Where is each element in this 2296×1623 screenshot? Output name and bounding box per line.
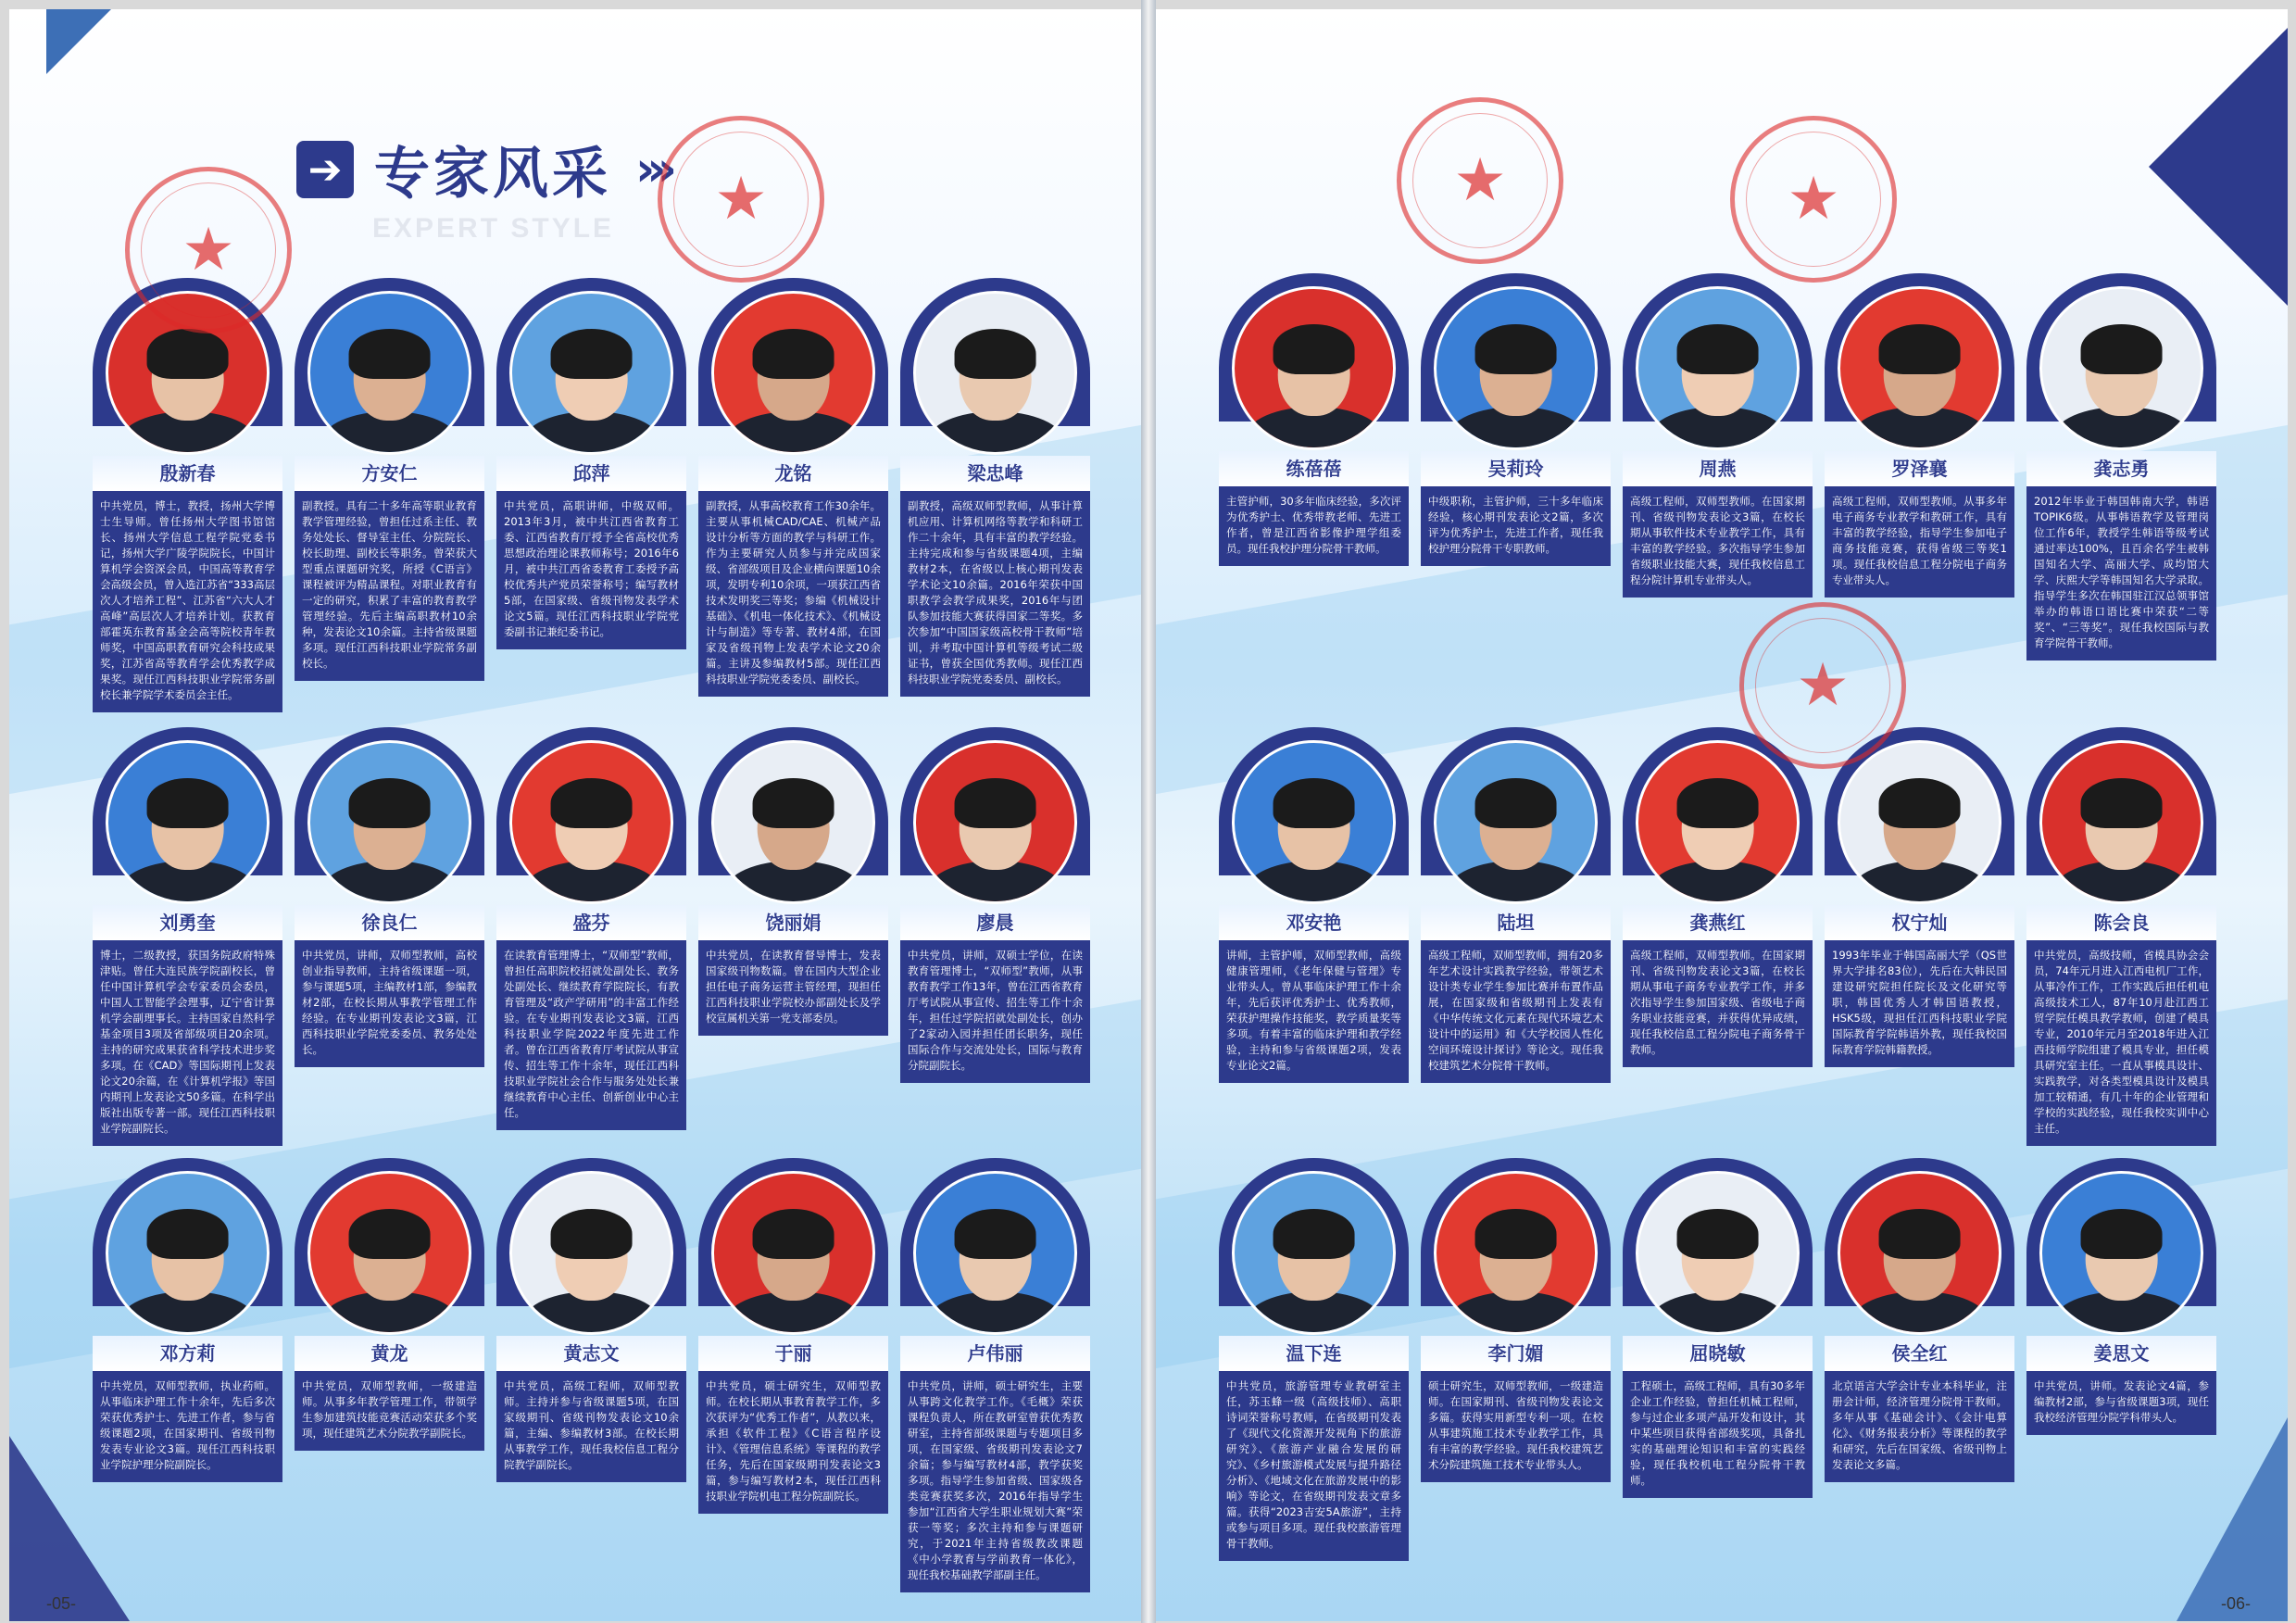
portrait-photo xyxy=(106,740,270,904)
expert-name: 权宁灿 xyxy=(1891,912,1948,934)
expert-bio: 2012年毕业于韩国韩南大学，韩语TOPIK6级。从事韩语教学及管理岗位工作6年，教授学生韩语等级考试通过率达100%，且百余名学生被韩国知名大学、高丽大学、成均馆大学、庆熙大学等韩国知名大学录取。指导学生多次在韩国驻江汉总领事馆举办的韩语口语比赛中荣获“二等奖”、“三等奖”。现任我校国际与教育学院骨干教师。 xyxy=(2026,486,2216,661)
expert-name: 邓安艳 xyxy=(1286,912,1342,934)
corner-triangle xyxy=(46,9,111,74)
portrait-photo xyxy=(1636,286,1800,450)
expert-card xyxy=(698,727,888,1036)
expert-name: 邱萍 xyxy=(572,462,610,484)
portrait-photo xyxy=(711,740,875,904)
expert-bio: 高级工程师，双师型教师。从事多年电子商务专业教学和教研工作，具有丰富的教学经验，指导学生参加电子商务技能竞赛，获得省级三等奖1项。现任我校信息工程分院电子商务专业带头人。 xyxy=(1825,486,2014,598)
portrait-photo xyxy=(307,291,471,455)
expert-card xyxy=(2026,273,2216,661)
portrait-photo xyxy=(307,740,471,904)
expert-bio: 讲师，主管护师，双师型教师，高级健康管理师，《老年保健与管理》专业带头人。曾从事临床护理工作十余年，先后获评优秀护士、优秀教师，荣获护理操作技能奖，教学质量奖等多项。有着丰富的临床护理和教学经验，主持和参与省级课题2项，发表专业论文2篇。 xyxy=(1219,940,1409,1083)
left-page xyxy=(9,9,1141,1621)
portrait-photo xyxy=(1434,740,1598,904)
portrait-photo xyxy=(913,291,1077,455)
expert-bio: 中共党员，高级技师，省模具协会会员，74年元月进入江西电机厂工作，从事冷作工作，工作实践后担任机电高级技术工人，87年10月赴江西工贸学院任模具教学教师，创建了模具专业，2010年元月至2018年进入江西技师学院组建了模具专业，担任模具研究室主任。一直从事模具设计、实践教学，对各类型模具设计及模具加工较精通，有几十年的企业管理和学校的实践经验，现任我校实训中心主任。 xyxy=(2026,940,2216,1146)
expert-name: 姜思文 xyxy=(2093,1342,2150,1365)
expert-name: 廖晨 xyxy=(976,912,1014,934)
expert-card xyxy=(1623,727,1813,1067)
corner-triangle xyxy=(2149,28,2288,306)
expert-bio: 中共党员，双师型教师，一级建造师。从事多年教学管理工作，带领学生参加建筑技能竞赛活动荣获多个奖项，现任建筑艺术分院教学副院长。 xyxy=(295,1371,484,1451)
portrait-photo xyxy=(307,1171,471,1335)
expert-name: 周燕 xyxy=(1699,458,1737,480)
expert-name: 黄志文 xyxy=(563,1342,620,1365)
expert-name: 于丽 xyxy=(774,1342,812,1365)
portrait-photo xyxy=(1838,740,2001,904)
portrait-photo xyxy=(509,740,673,904)
expert-card xyxy=(1219,727,1409,1083)
expert-card xyxy=(900,278,1090,697)
portrait-photo xyxy=(1636,1171,1800,1335)
expert-card xyxy=(295,278,484,681)
expert-card xyxy=(2026,1158,2216,1435)
portrait-photo xyxy=(106,1171,270,1335)
expert-card xyxy=(1623,273,1813,598)
expert-bio: 高级工程师，双师型教师。在国家期刊、省级刊物发表论文3篇，在校长期从事电子商务专业教学工作，并多次指导学生参加国家级、省级电子商务职业技能竞赛，并获得优异成绩，现任我校信息工程分院电子商务骨干教师。 xyxy=(1623,940,1813,1067)
expert-card xyxy=(1825,727,2014,1067)
expert-bio: 工程硕士，高级工程师，具有30多年企业工作经验，曾担任机械工程师，参与过企业多项产品开发和设计，其中某些项目获得省部级奖项，具备扎实的基础理论知识和丰富的实践经验，现任我校机电工程分院骨干教师。 xyxy=(1623,1371,1813,1498)
expert-name: 温下连 xyxy=(1286,1342,1342,1365)
expert-bio: 高级工程师，双师型教师，拥有20多年艺术设计实践教学经验，带领艺术设计类专业学生参加比赛并布置作品展，在国家级和省级期刊上发表有《中华传统文化元素在现代环境艺术设计中的运用》和《大学校园人性化空间环境设计探讨》等论文。现任我校建筑艺术分院骨干教师。 xyxy=(1421,940,1611,1083)
page-number: -06- xyxy=(2220,1594,2251,1613)
expert-card xyxy=(93,727,282,1146)
expert-bio: 博士，二级教授，获国务院政府特殊津贴。曾任大连民族学院副校长，曾任中国计算机学会专家委员会委员，中国人工智能学会理事，辽宁省计算机学会副理事长。主持国家自然科学基金项目3项及省部级项目20余项。主持的研究成果获省科学技术进步奖多项。在《CAD》等国际期刊上发表论文20余篇，在《计算机学报》等国内期刊上发表论文50多篇。在科学出版社出版专著一部。现任江西科技职业学院副院长。 xyxy=(93,940,282,1146)
expert-name: 邓方莉 xyxy=(159,1342,216,1365)
expert-card xyxy=(93,1158,282,1482)
expert-name: 侯全红 xyxy=(1891,1342,1948,1365)
portrait-photo xyxy=(1232,1171,1396,1335)
expert-bio: 中共党员，讲师，双硕士学位，在读教育管理博士，“双师型”教师，从事教育教学工作13年，曾在江西省教育厅考试院从事宣传、招生等工作十余年，担任过学院招就处副处长，创办了2家动入园并担任团长职务，现任国际合作与交流处处长，国际与教育分院副院长。 xyxy=(900,940,1090,1083)
expert-card xyxy=(1825,273,2014,598)
expert-name: 罗泽襄 xyxy=(1891,458,1948,480)
expert-card xyxy=(1825,1158,2014,1482)
expert-name: 卢伟丽 xyxy=(967,1342,1023,1365)
expert-card xyxy=(900,1158,1090,1592)
expert-bio: 高级工程师，双师型教师。在国家期刊、省级刊物发表论文3篇，在校长期从事软件技术专业教学工作，具有丰富的教学经验。多次指导学生参加省级职业技能大赛，现任我校信息工程分院计算机专业带头人。 xyxy=(1623,486,1813,598)
expert-name: 饶丽娟 xyxy=(765,912,822,934)
expert-bio: 中共党员，硕士研究生，双师型教师。在校长期从事教育教学工作，多次获评为“优秀工作者”，从教以来，承担《软件工程》《C语言程序设计》、《管理信息系统》等课程的教学任务，先后在国家级期刊发表论文3篇，参与编写教材2本，现任江西科技职业学院机电工程分院副院长。 xyxy=(698,1371,888,1514)
portrait-photo xyxy=(711,291,875,455)
expert-bio: 北京语言大学会计专业本科毕业，注册会计师，经济管理分院骨干教师。多年从事《基础会计》、《会计电算化》、《财务报表分析》等课程的教学和研究，先后在国家级、省级刊物上发表论文多篇。 xyxy=(1825,1371,2014,1482)
portrait-photo xyxy=(2039,740,2203,904)
expert-card xyxy=(1219,1158,1409,1561)
portrait-photo xyxy=(1636,740,1800,904)
expert-bio: 副教授，高级双师型教师，从事计算机应用、计算机网络等教学和科研工作二十余年，具有丰富的教学经验。主持完成和参与省级课题4项，主编教材2本，在省级以上核心期刊发表学术论文10余篇。2016年荣获中国职教学会教学成果奖，2016年与团队参加技能大赛获得国家二等奖。多次参加“中国国家级高校骨干教师”培训，并考取中国计算机等级考试二级证书，曾获全国优秀教师。现任江西科技职业学院党委委员、副校长。 xyxy=(900,491,1090,697)
seal-stamp: ★ xyxy=(1730,116,1897,283)
portrait-photo xyxy=(1434,1171,1598,1335)
section-title xyxy=(296,130,668,209)
portrait-photo xyxy=(1232,740,1396,904)
portrait-photo xyxy=(2039,286,2203,450)
expert-card xyxy=(1623,1158,1813,1498)
portrait-photo xyxy=(1838,286,2001,450)
expert-bio: 副教授。具有二十多年高等职业教育教学管理经验，曾担任过系主任、教务处处长、督导室主任、分院院长、校长助理、副校长等职务。曾荣获大型重点课题研究奖，所授《C语言》课程被评为精品课程。对职业教育有一定的研究，积累了丰富的教育教学管理经验。先后主编高职教材10余种，发表论文10余篇。主持省级课题多项。现任江西科技职业学院常务副校长。 xyxy=(295,491,484,681)
expert-bio: 中共党员，讲师。发表论文4篇，参编教材2部，参与省级课题3项，现任我校经济管理分院学科带头人。 xyxy=(2026,1371,2216,1435)
expert-bio: 中共党员，高职讲师，中级双师。2013年3月，被中共江西省教育工委、江西省教育厅授予全省高校优秀思想政治理论课教师称号；2016年6月，被中共江西省委教育工委授予高校优秀共产党员荣誉称号；编写教材5部，在国家级、省级刊物发表学术论文5篇。现任江西科技职业学院党委副书记兼纪委书记。 xyxy=(496,491,686,649)
expert-bio: 1993年毕业于韩国高丽大学（QS世界大学排名83位），先后在大韩民国建设研究院担任院长及文化研究等职，韩国优秀人才韩国语教授，HSK5级，现担任江西科技职业学院国际教育学院韩语外教，现任我校国际教育学院韩籍教授。 xyxy=(1825,940,2014,1067)
page-number: -05- xyxy=(46,1594,77,1613)
expert-bio: 中共党员，高级工程师，双师型教师。主持并参与省级课题5项，在国家级期刊、省级刊物发表论文10余篇，主编、参编教材3部。在校长期从事教学工作，现任我校信息工程分院教学副院长。 xyxy=(496,1371,686,1482)
expert-bio: 中级职称，主管护师，三十多年临床经验，核心期刊发表论文2篇，多次评为优秀护士，先进工作者，现任我校护理分院骨干专职教师。 xyxy=(1421,486,1611,566)
expert-card xyxy=(2026,727,2216,1146)
expert-name: 陆坦 xyxy=(1497,912,1535,934)
expert-name: 黄龙 xyxy=(370,1342,408,1365)
expert-name: 徐良仁 xyxy=(361,912,418,934)
portrait-photo xyxy=(1838,1171,2001,1335)
expert-name: 吴莉玲 xyxy=(1487,458,1544,480)
expert-name: 盛芬 xyxy=(572,912,610,934)
gutter xyxy=(1141,0,1156,1623)
portrait-photo xyxy=(1434,286,1598,450)
expert-name: 方安仁 xyxy=(361,462,418,484)
expert-card xyxy=(496,1158,686,1482)
expert-card xyxy=(900,727,1090,1083)
arrow-right-icon: ➔ xyxy=(296,141,354,198)
expert-bio: 中共党员，博士，教授，扬州大学博士生导师。曾任扬州大学图书馆馆长、扬州大学信息工程学院党委书记，扬州大学广陵学院院长，中国计算机学会资深会员，中国高等教育学会高级会员，曾入选江苏省“333高层次人才培养工程”、江苏省“六大人才高峰”高层次人才培养计划。获教育部霍英东教育基金会高等院校青年教师奖，中国高职教育研究会科技成果奖，江苏省高等教育学会优秀教学成果奖。现任江西科技职业学院常务副校长兼学院学术委员会主任。 xyxy=(93,491,282,712)
expert-name: 练蓓蓓 xyxy=(1286,458,1342,480)
page-subtitle: EXPERT STYLE xyxy=(372,213,615,244)
seal-stamp: ★ xyxy=(658,116,824,283)
expert-card xyxy=(698,1158,888,1514)
expert-name: 屈晓敏 xyxy=(1689,1342,1746,1365)
portrait-photo xyxy=(2039,1171,2203,1335)
expert-card xyxy=(1219,273,1409,566)
expert-name: 刘勇奎 xyxy=(159,912,216,934)
expert-card xyxy=(295,727,484,1067)
expert-name: 殷新春 xyxy=(159,462,216,484)
right-page xyxy=(1156,9,2288,1621)
expert-card xyxy=(496,727,686,1130)
expert-card xyxy=(295,1158,484,1451)
expert-bio: 中共党员，旅游管理专业教研室主任，苏玉蜂一级（高级技师）、高职诗词荣誉称号教师，在省级期刊发表了《现代文化资源开发视角下的旅游研究》、《旅游产业融合发展的研究》、《乡村旅游模式发展与提升路径分析》、《地域文化在旅游发展中的影响》等论文，在省级期刊发表文章多篇。获得“2023吉安5A旅游”，主持或参与项目多项。现任我校旅游管理骨干教师。 xyxy=(1219,1371,1409,1561)
portrait-photo xyxy=(913,1171,1077,1335)
portrait-photo xyxy=(509,291,673,455)
expert-card xyxy=(698,278,888,697)
expert-card xyxy=(93,278,282,712)
expert-name: 梁忠峰 xyxy=(967,462,1023,484)
expert-bio: 在读教育管理博士，“双师型”教师，曾担任高职院校招就处副处长、教务处副处长、继续教育学院院长，有教育管理及“政产学研用”的丰富工作经验。在专业期刊发表论文3篇，江西科技职业学院2022年度先进工作者。曾在江西省教育厅考试院从事宣传、招生等工作十余年，现任江西科技职业学院社会合作与服务处处长兼继续教育中心主任、创新创业中心主任。 xyxy=(496,940,686,1130)
portrait-photo xyxy=(711,1171,875,1335)
expert-bio: 副教授，从事高校教育工作30余年。主要从事机械CAD/CAE、机械产品设计分析等方面的教学与科研工作。作为主要研究人员参与并完成国家级、省部级项目及企业横向课题10余项，发明专利10余项，一项获江西省技术发明奖三等奖；参编《机械设计基础》、《机电一体化技术》、《机械设计与制造》等专著、教材4部，在国家及省级刊物上发表学术论文20余篇。主讲及参编教材5部。现任江西科技职业学院党委委员、副校长。 xyxy=(698,491,888,697)
expert-bio: 主管护师，30多年临床经验，多次评为优秀护士、优秀带教老师、先进工作者，曾是江西省影像护理学组委员。现任我校护理分院骨干教师。 xyxy=(1219,486,1409,566)
portrait-photo xyxy=(509,1171,673,1335)
portrait-photo xyxy=(913,740,1077,904)
expert-name: 李门媚 xyxy=(1487,1342,1544,1365)
portrait-photo xyxy=(1232,286,1396,450)
expert-bio: 中共党员，讲师，硕士研究生，主要从事跨文化教学工作。《毛概》荣获课程负责人，所在教研室曾获优秀教研室，主持省部级课题与专题项目多项，在国家级、省级期刊发表论文7余篇；参与编写教材4部，教学获奖多项。指导学生参加省级、国家级各类竞赛获奖多次，2016年指导学生参加“江西省大学生职业规划大赛”荣获一等奖；多次主持和参与课题研究，于2021年主持省级教改课题《中小学教育与学前教育一体化》，现任我校基础教学部副主任。 xyxy=(900,1371,1090,1592)
expert-card xyxy=(1421,1158,1611,1482)
expert-card xyxy=(496,278,686,649)
expert-bio: 中共党员，讲师，双师型教师，高校创业指导教师，主持省级课题一项，参与课题5项，主编教材1部，参编教材2部，在校长期从事教学管理工作经验。在专业期刊发表论文3篇，江西科技职业学院党委委员、教务处处长。 xyxy=(295,940,484,1067)
seal-stamp: ★ xyxy=(125,167,292,333)
seal-stamp: ★ xyxy=(1397,97,1563,264)
expert-name: 龚志勇 xyxy=(2093,458,2150,480)
corner-triangle xyxy=(2177,1417,2288,1621)
seal-stamp: ★ xyxy=(1739,602,1906,769)
expert-card xyxy=(1421,727,1611,1083)
expert-bio: 中共党员，双师型教师，执业药师。从事临床护理工作十余年，先后多次荣获优秀护士、先进工作者，参与省级课题2项，在国家期刊、省级刊物发表专业论文3篇。现任江西科技职业学院护理分院副院长。 xyxy=(93,1371,282,1482)
expert-bio: 中共党员，在读教育督导博士，发表国家级刊物数篇。曾在国内大型企业担任电子商务运营主管经理，现担任江西科技职业学院校办部副处长及学校宣属机关第一党支部委员。 xyxy=(698,940,888,1036)
expert-bio: 硕士研究生，双师型教师，一级建造师。在国家期刊、省级刊物发表论文多篇。获得实用新型专利一项。在校从事建筑施工技术专业教学工作，具有丰富的教学经验。现任我校建筑艺术分院建筑施工技术专业带头人。 xyxy=(1421,1371,1611,1482)
page-title: 专家风采 xyxy=(374,142,611,207)
expert-name: 龚燕红 xyxy=(1689,912,1746,934)
expert-card xyxy=(1421,273,1611,566)
chevron-right-icon: »› xyxy=(635,142,669,197)
expert-name: 陈会良 xyxy=(2093,912,2150,934)
expert-name: 龙铭 xyxy=(774,462,812,484)
